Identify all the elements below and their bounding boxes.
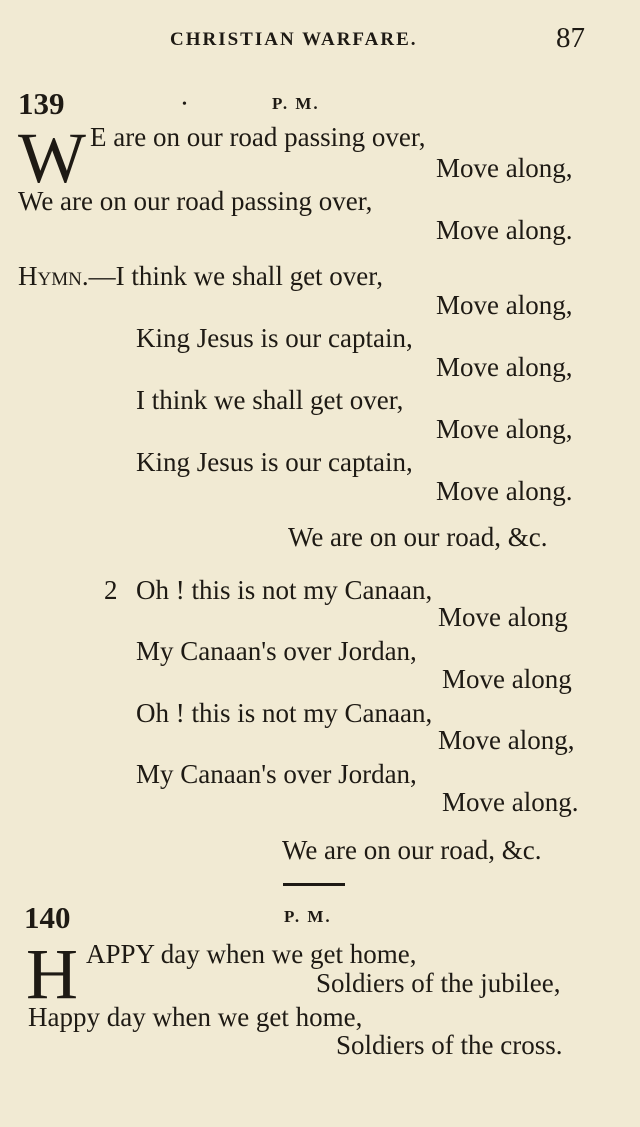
chorus-reference: We are on our road, &c. [282,835,542,865]
dropcap-139: W [18,118,86,198]
verse-line: King Jesus is our captain, [136,447,413,477]
refrain-line: Move along [438,602,568,632]
running-head: CHRISTIAN WARFARE. [170,29,418,50]
refrain-line: Move along. [436,476,573,506]
verse-line: My Canaan's over Jordan, [136,759,417,789]
verse-line: E are on our road passing over, [90,122,426,152]
verse-line: Oh ! this is not my Canaan, [136,698,433,728]
verse-line: My Canaan's over Jordan, [136,636,417,666]
meter-140: P. M. [284,907,332,926]
verse-line: I think we shall get over, [136,385,404,415]
refrain-line: Soldiers of the jubilee, [316,968,561,998]
verse-line: APPY day when we get home, [86,939,417,969]
refrain-line: Move along, [438,725,575,755]
refrain-line: Move along, [436,153,573,183]
verse-line: King Jesus is our captain, [136,323,413,353]
dropcap-140: H [26,934,78,1014]
verse-line: Happy day when we get home, [28,1002,363,1032]
hymn-line: —I think we shall get over, [88,261,383,291]
refrain-line: Move along. [442,787,579,817]
refrain-line: Move along. [436,215,573,245]
section-divider [283,883,345,886]
verse-number: 2 [104,575,118,605]
refrain-line: Soldiers of the cross. [336,1030,563,1060]
hymn-number-139: 139 [18,86,65,121]
chorus-reference: We are on our road, &c. [288,522,548,552]
meter-139: P. M. [272,94,320,113]
page-number: 87 [556,22,585,54]
refrain-line: Move along, [436,414,573,444]
verse-line: Oh ! this is not my Canaan, [136,575,433,605]
bullet-mark: • [182,97,187,112]
refrain-line: Move along, [436,352,573,382]
hymn-number-140: 140 [24,900,71,935]
hymn-label: Hymn. [18,261,89,291]
refrain-line: Move along, [436,290,573,320]
verse-line: We are on our road passing over, [18,186,373,216]
refrain-line: Move along [442,664,572,694]
hymn-intro-line [18,263,383,290]
